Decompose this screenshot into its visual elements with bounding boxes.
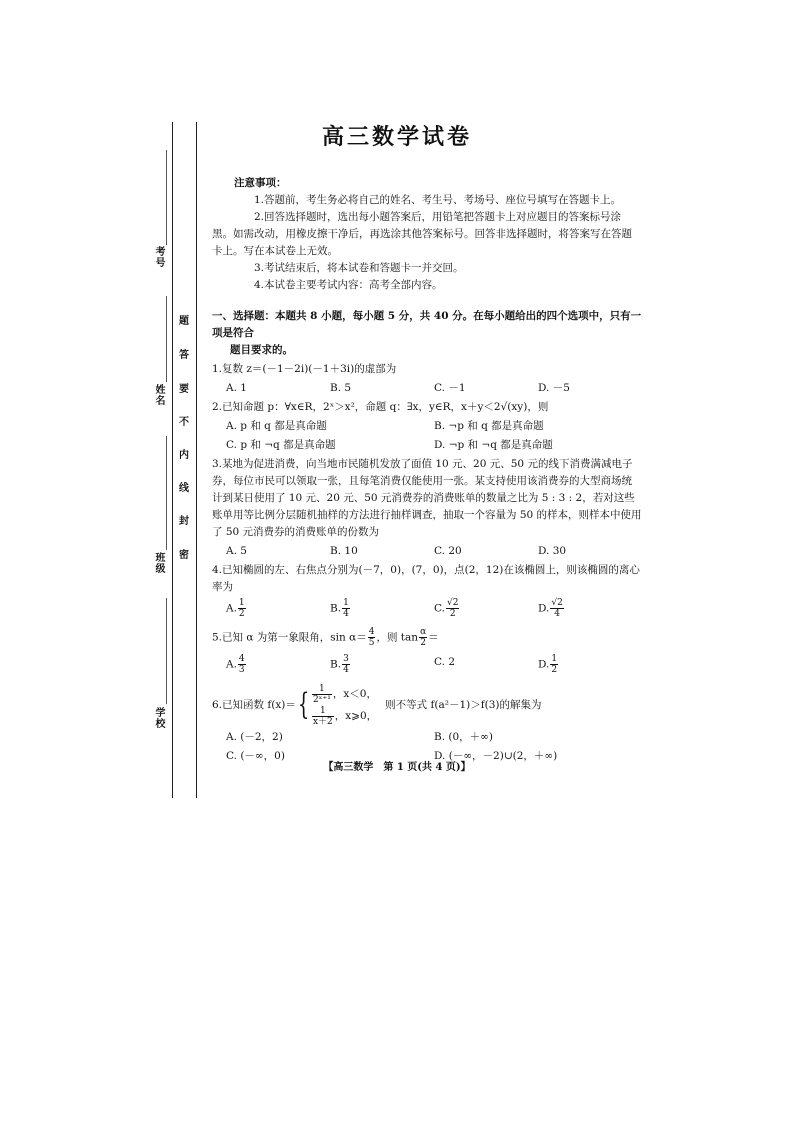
seal-char: 答 (179, 350, 189, 361)
question-stem: 1.复数 z＝(－1－2i)(－1＋3i)的虚部为 (212, 363, 397, 375)
question-stem: 3.某地为促进消费，向当地市民随机发放了面值 10 元、20 元、50 元的线下消费满减电子券，每位市民可以领取一张，且每笔消费仅能使用一张。某支持使用该消费券的大型商场统计到某日使用了 10 元、20 元、50 元消费券的消费账单的数量之比为 5 : 3 : 2，若对这些账单用等比例分层随机抽样的方法进行抽样调查，抽取一个容量为 50 的样本，则样本中使用了 50 元消费券的消费账单的份数为 (212, 458, 642, 538)
option-fraction (446, 598, 459, 619)
stem-text: ，则 tan (376, 631, 419, 644)
option: A. 5 (226, 545, 247, 557)
option-value: 2 (448, 656, 456, 668)
denominator: 2 (449, 609, 456, 619)
option-letter: D. (538, 658, 550, 671)
numerator: 1 (551, 654, 558, 664)
option-letter: A. (226, 602, 237, 615)
option (330, 654, 434, 675)
option-fraction (238, 598, 246, 619)
fill-line-class (166, 436, 167, 550)
numerator: α (420, 627, 427, 637)
option-letter: D. (538, 602, 550, 615)
option: C. 20 (434, 545, 462, 557)
seal-char: 线 (179, 483, 189, 494)
section-heading-text: 一、选择题：本题共 8 小题，每小题 5 分，共 40 分。在每小题给出的四个选项中，只有一项是符合 (212, 310, 642, 339)
seal-char: 内 (179, 450, 189, 461)
case-fraction (312, 684, 332, 705)
seal-char: 要 (179, 384, 189, 395)
numerator: √2 (551, 598, 563, 608)
numerator: 4 (368, 627, 375, 637)
option-fraction (550, 654, 558, 675)
notes-heading: 注意事项： (234, 177, 287, 189)
option (330, 598, 434, 619)
case-row (311, 705, 377, 727)
seal-char: 不 (179, 417, 189, 428)
stem-text: 6.已知函数 f(x)＝ (212, 698, 296, 711)
exam-content (212, 175, 642, 765)
stem-text: ＝ (428, 631, 439, 644)
question-stem (212, 627, 642, 648)
option: C. －1 (434, 382, 466, 394)
label-name: 姓名 (153, 384, 164, 406)
option (538, 598, 642, 619)
section-heading (212, 308, 642, 359)
option-letter: C. (434, 656, 445, 668)
denominator: 2 (238, 609, 245, 619)
denominator: 5 (368, 638, 375, 648)
option-fraction (550, 598, 563, 619)
stem-text: 5.已知 α 为第一象限角，sin α＝ (212, 631, 367, 644)
option-letter: C. (434, 602, 445, 615)
piecewise-cases (311, 683, 377, 727)
note-item: 4.本试卷主要考试内容：高考全部内容。 (254, 279, 443, 291)
denominator: 4 (554, 609, 560, 619)
option: B. (0，＋∞) (434, 731, 494, 743)
question-options (212, 418, 642, 435)
fill-line-name (166, 296, 167, 382)
numerator: 3 (343, 654, 349, 664)
denominator: 4 (343, 665, 349, 675)
question-stem: 4.已知椭圆的左、右焦点分别为(－7，0)，(7，0)，点(2，12)在该椭圆上，则该椭圆的离心率为 (212, 564, 640, 593)
option: B. 5 (330, 382, 352, 394)
option-letter: B. (330, 602, 342, 615)
option: A. 1 (226, 382, 247, 394)
page-footer: 【高三数学 第 1 页(共 4 页)】 (323, 762, 471, 773)
brace-icon: { (297, 687, 310, 722)
option: D. 30 (538, 545, 567, 557)
option-letter: B. (330, 658, 342, 671)
tan-fraction (419, 627, 427, 648)
numerator: 1 (343, 598, 349, 608)
option: B. ¬p 和 q 都是真命题 (434, 420, 544, 432)
option-letter: A. (226, 658, 237, 671)
note-item: 1.答题前，考生务必将自己的姓名、考生号、考场号、座位号填写在答题卡上。 (254, 194, 622, 206)
option: C. p 和 ¬q 都是真命题 (226, 439, 336, 451)
option: C. (－∞，0) (226, 750, 285, 762)
question-options (212, 598, 642, 619)
fill-line-school (166, 598, 167, 704)
denominator: 2 (551, 665, 558, 675)
option-fraction (342, 598, 350, 619)
case-fraction (312, 706, 334, 727)
option (226, 598, 330, 619)
option: B. 10 (330, 545, 358, 557)
fill-line-exam-number (166, 150, 167, 245)
margin-line-outer (172, 122, 173, 798)
numerator: 1 (312, 706, 334, 717)
option (538, 654, 642, 675)
denominator: 3 (238, 665, 245, 675)
option (434, 654, 538, 675)
question-options (212, 437, 642, 454)
denominator: 2ˣ⁺¹ (312, 694, 331, 705)
question-stem: 2.已知命题 p：∀x∈R，2ˣ＞x²，命题 q：∃x，y∈R，x＋y＜2√(xy)，则 (212, 401, 549, 413)
note-item: 3.考试结束后，将本试卷和答题卡一并交回。 (254, 262, 464, 274)
option: A. (－2，2) (226, 731, 283, 743)
question-options (212, 729, 642, 746)
page-title: 高三数学试卷 (321, 124, 472, 150)
option: A. p 和 q 都是真命题 (226, 420, 327, 432)
numerator: √2 (447, 598, 459, 608)
denominator: x＋2 (312, 716, 333, 727)
seal-char: 题 (179, 316, 189, 327)
denominator: 2 (420, 638, 426, 648)
seal-char: 密 (179, 550, 189, 561)
option: D. (－∞，－2)∪(2，＋∞) (434, 750, 558, 762)
section-heading-cont: 题目要求的。 (230, 344, 293, 356)
margin-line-inner (196, 122, 197, 798)
case-row (311, 683, 377, 705)
label-exam-number: 考号 (153, 246, 164, 268)
numerator: 4 (238, 654, 245, 664)
question-options (212, 380, 642, 397)
label-school: 学校 (153, 707, 164, 729)
question-stem (212, 683, 642, 727)
option: D. ¬p 和 ¬q 都是真命题 (434, 439, 553, 451)
option-fraction (342, 654, 350, 675)
option-fraction (238, 654, 246, 675)
case-condition: ，x⩾0， (334, 710, 378, 722)
piecewise-function (212, 683, 542, 727)
sin-fraction (368, 627, 376, 648)
note-item: 2.回答选择题时，选出每小题答案后，用铅笔把答题卡上对应题目的答案标号涂黑。如需改动，用橡皮擦干净后，再选涂其他答案标号。回答非选择题时，将答案写在答题卡上。写在本试卷上无效。 (212, 211, 632, 257)
denominator: 4 (343, 609, 349, 619)
option (434, 598, 538, 619)
numerator: 1 (238, 598, 245, 608)
question-options (212, 543, 642, 560)
stem-text: 则不等式 f(a²－1)＞f(3)的解集为 (385, 698, 542, 711)
seal-char: 封 (179, 516, 189, 527)
option (226, 654, 330, 675)
question-options (212, 654, 642, 675)
option: D. －5 (538, 382, 570, 394)
label-class: 班级 (153, 552, 164, 574)
case-condition: ，x＜0， (332, 688, 377, 700)
numerator: 1 (312, 684, 332, 695)
